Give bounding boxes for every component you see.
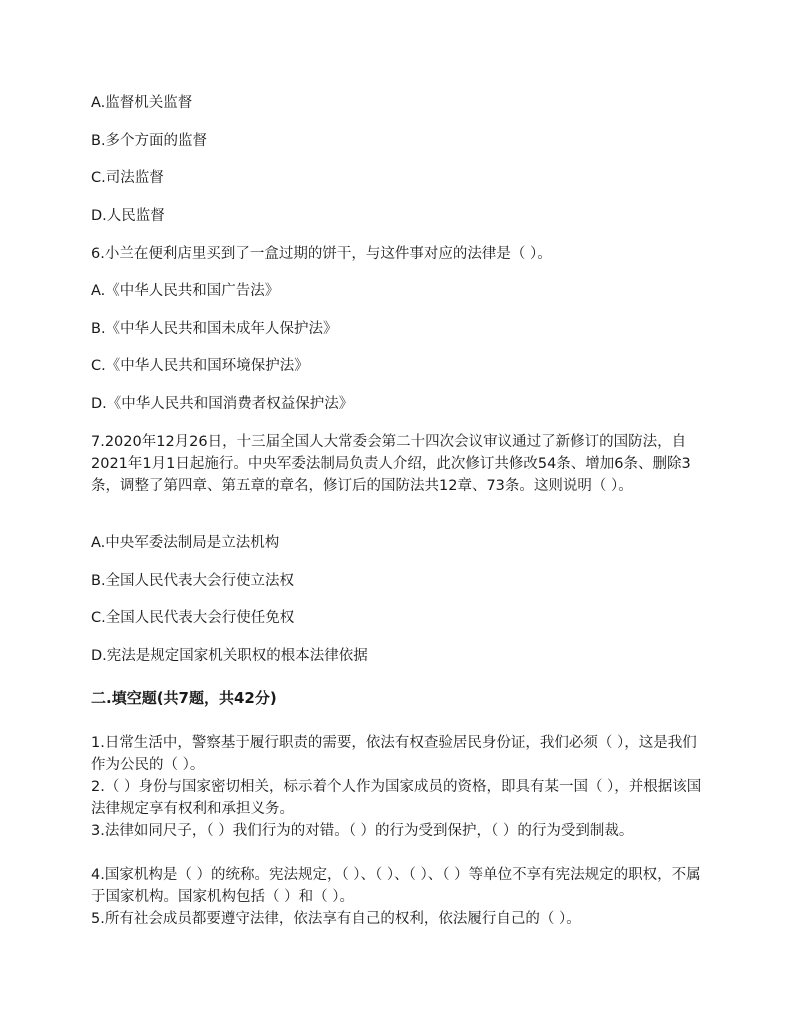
q7-option-c: C.全国人民代表大会行使任免权 [91,610,295,626]
q7-stem: 7.2020年12月26日，十三届全国人大常委会第二十四次会议审议通过了新修订的国防法，自2021年1月1日起施行。中央军委法制局负责人介绍，此次修订共修改54条、增加6条、删除3条，调整了第四章、第五章的章名，修订后的国防法共12章、73条。这则说明（ ）。 [91,434,691,494]
q7-option-b: B.全国人民代表大会行使立法权 [91,573,295,589]
q7-option-d: D.宪法是规定国家机关职权的根本法律依据 [91,648,368,664]
fill-question-1: 1.日常生活中，警察基于履行职责的需要，依法有权查验居民身份证，我们必须（ ），这是我们作为公民的（ ）。 [91,735,697,773]
q6-stem: 6.小兰在便利店里买到了一盒过期的饼干，与这件事对应的法律是（ ）。 [91,246,552,262]
q5-option-d: D.人民监督 [91,208,165,224]
q7-option-a: A.中央军委法制局是立法机构 [91,535,280,551]
fill-question-5: 5.所有社会成员都要遵守法律，依法享有自己的权利，依法履行自己的（ ）。 [91,911,581,927]
fill-question-4: 4.国家机构是（ ）的统称。宪法规定，（ ）、（ ）、（ ）、（ ）等单位不享有宪法规定的职权，不属于国家机构。国家机构包括（ ）和（ ）。 [91,867,701,905]
q6-option-c: C.《中华人民共和国环境保护法》 [91,358,309,374]
q6-option-a: A.《中华人民共和国广告法》 [91,283,280,299]
q5-option-a: A.监督机关监督 [91,95,193,111]
q5-option-b: B.多个方面的监督 [91,133,208,149]
fill-question-3: 3.法律如同尺子，（ ）我们行为的对错。（ ）的行为受到保护，（ ）的行为受到制裁。 [91,823,634,839]
q5-option-c: C.司法监督 [91,170,164,186]
fill-question-2: 2.（ ）身份与国家密切相关，标示着个人作为国家成员的资格，即具有某一国（ ），并根据该国法律规定享有权利和承担义务。 [91,779,702,817]
q6-option-d: D.《中华人民共和国消费者权益保护法》 [91,396,354,412]
q6-option-b: B.《中华人民共和国未成年人保护法》 [91,321,338,337]
section-title-fill-in: 二.填空题(共7题，共42分) [91,689,277,707]
